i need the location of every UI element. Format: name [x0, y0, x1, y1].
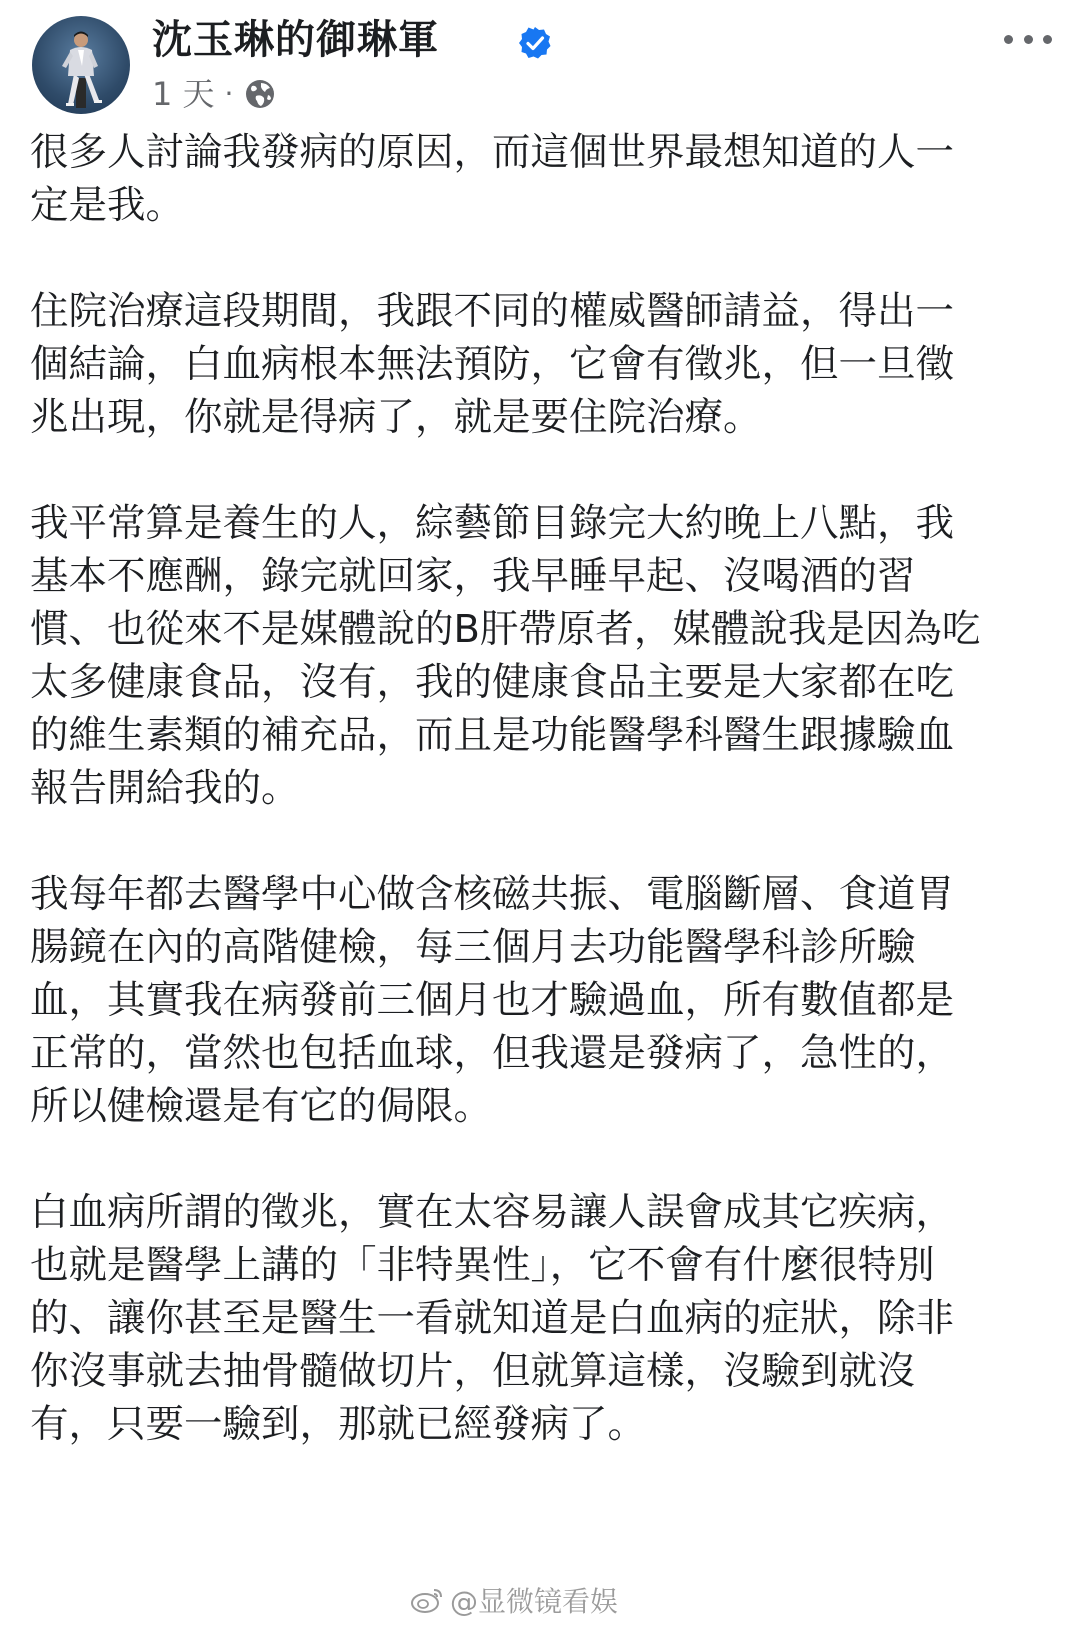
more-dot — [1024, 35, 1033, 44]
more-dot — [1004, 35, 1013, 44]
weibo-watermark — [410, 1580, 618, 1620]
post-paragraph: 住院治療這段期間，我跟不同的權威醫師請益，得出一個結論，白血病根本無法預防，它會有徵兆，但一旦徵兆出現，你就是得病了，就是要住院治療。 — [30, 289, 955, 440]
watermark-text: @显微镜看娱 — [449, 1585, 618, 1618]
author-avatar[interactable] — [32, 16, 130, 114]
meta-separator: · — [224, 77, 234, 110]
more-options-icon[interactable] — [1004, 24, 1052, 54]
post-paragraph: 很多人討論我發病的原因，而這個世界最想知道的人一定是我。 — [30, 130, 955, 228]
post-header — [32, 14, 1052, 114]
post-timestamp[interactable]: 1 天 — [152, 75, 215, 113]
post-paragraph: 我平常算是養生的人，綜藝節目錄完大約晚上八點，我基本不應酬，錄完就回家，我早睡早起、沒喝酒的習慣、也從來不是媒體說的B肝帶原者，媒體說我是因為吃太多健康食品，沒有，我的健康食品主要是大家都在吃的維生素類的補充品，而且是功能醫學科醫生跟據驗血報告開給我的。 — [30, 501, 981, 811]
weibo-logo-icon — [410, 1586, 444, 1614]
author-name[interactable]: 沈玉琳的御琳軍 — [152, 17, 439, 63]
post-paragraph: 白血病所謂的徵兆，實在太容易讓人誤會成其它疾病，也就是醫學上講的「非特異性」，它不會有什麼很特別的、讓你甚至是醫生一看就知道是白血病的症狀，除非你沒事就去抽骨髓做切片，但就算這樣，沒驗到就沒有，只要一驗到，那就已經發病了。 — [30, 1190, 955, 1447]
globe-icon[interactable] — [243, 77, 277, 111]
post-paragraph: 我每年都去醫學中心做含核磁共振、電腦斷層、食道胃腸鏡在內的高階健檢，每三個月去功能醫學科診所驗血，其實我在病發前三個月也才驗過血，所有數值都是正常的，當然也包括血球，但我還是發病了，急性的，所以健檢還是有它的侷限。 — [30, 872, 955, 1129]
person-silhouette-icon — [32, 16, 130, 114]
post-meta — [152, 74, 277, 114]
post-body — [30, 126, 990, 1504]
more-dot — [1043, 35, 1052, 44]
verified-badge-icon — [518, 26, 552, 60]
